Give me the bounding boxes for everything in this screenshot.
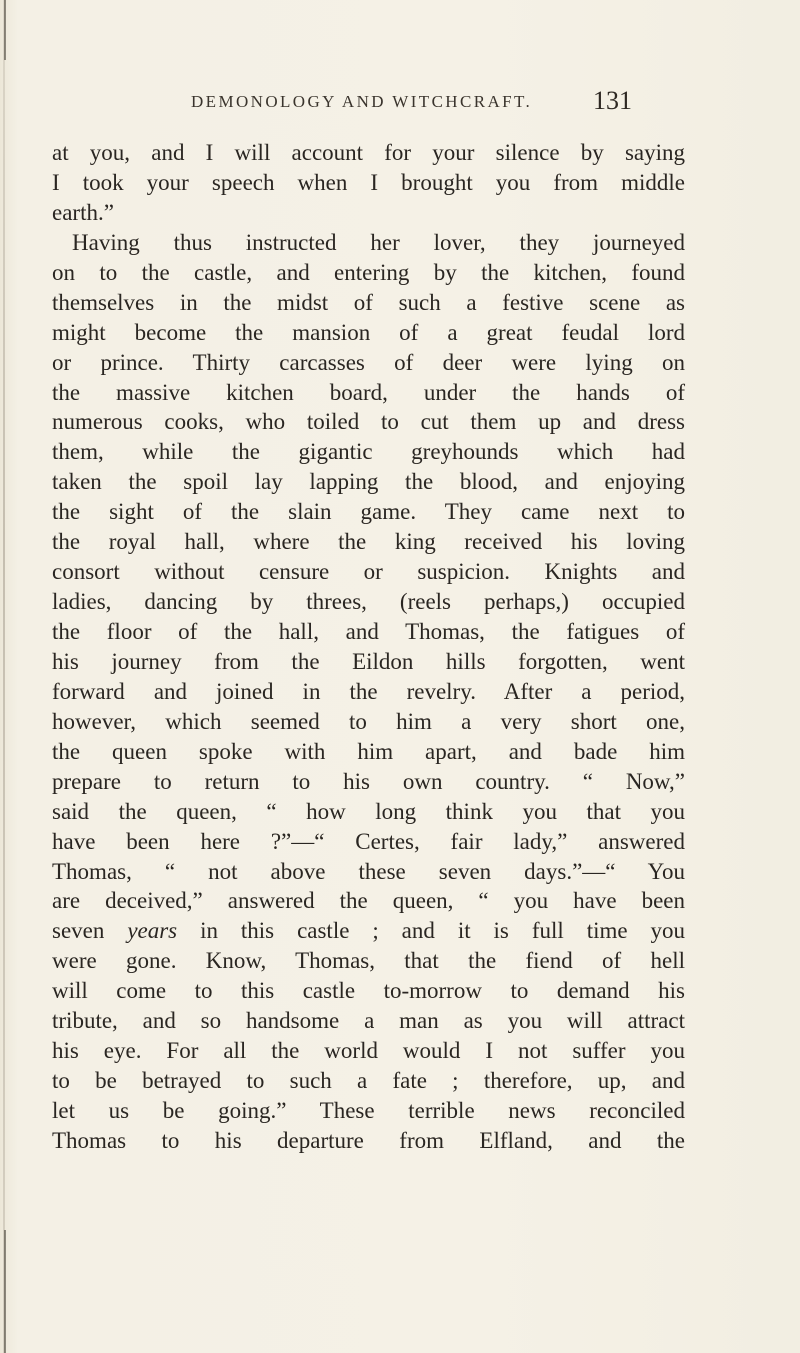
page-edge-mark [4, 0, 6, 60]
text-line: his journey from the Eildon hills forgotten, went [52, 648, 685, 674]
text-line: said the queen, “ how long think you that you [52, 798, 685, 824]
text-line: were gone. Know, Thomas, that the fiend of hell [52, 948, 685, 974]
text-line: Having thus instructed her lover, they journeyed [72, 229, 685, 255]
text-line: taken the spoil lay lapping the blood, and enjoying [52, 469, 685, 495]
text-line: to be betrayed to such a fate ; therefore, up, and [52, 1068, 685, 1094]
page-edge-shadow [3, 0, 5, 1353]
text-line: the floor of the hall, and Thomas, the fatigues of [52, 619, 685, 644]
text-line: on to the castle, and entering by the kitchen, found [52, 259, 685, 285]
emphasized-word: years [127, 918, 178, 944]
page-number: 131 [593, 86, 632, 115]
text-line: Thomas to his departure from Elfland, and the [52, 1127, 685, 1153]
text-line: have been here ?”—“ Certes, fair lady,” answered [52, 828, 685, 854]
text-line: let us be going.” These terrible news reconciled [52, 1098, 685, 1123]
text-line: prepare to return to his own country. “ Now,” [52, 768, 685, 794]
text-line: or prince. Thirty carcasses of deer were lying on [52, 349, 685, 375]
page-edge-mark [4, 1230, 6, 1353]
text-line: the royal hall, where the king received his loving [52, 529, 685, 555]
text-line: the massive kitchen board, under the hands of [52, 379, 685, 405]
text-line: seven years in this castle ; and it is full time you [52, 918, 686, 944]
text-line: will come to this castle to-morrow to demand his [52, 978, 685, 1004]
text-line: ladies, dancing by threes, (reels perhaps,) occupied [52, 589, 685, 615]
text-line: numerous cooks, who toiled to cut them up and dress [52, 409, 685, 435]
text-line: I took your speech when I brought you from middle [52, 169, 685, 195]
running-head: DEMONOLOGY AND WITCHCRAFT. [191, 92, 533, 111]
text-line: the queen spoke with him apart, and bade him [52, 738, 685, 764]
text-line: however, which seemed to him a very short one, [52, 708, 685, 734]
text-line: them, while the gigantic greyhounds which had [52, 439, 685, 465]
text-line: are deceived,” answered the queen, “ you have been [52, 888, 685, 914]
text-line: themselves in the midst of such a festive scene as [52, 289, 685, 315]
text-line: might become the mansion of a great feudal lord [52, 319, 685, 345]
text-line: his eye. For all the world would I not suffer you [52, 1038, 685, 1064]
text-line: the sight of the slain game. They came next to [52, 499, 685, 525]
text-line: Thomas, “ not above these seven days.”—“ You [52, 858, 685, 884]
body-text [52, 138, 685, 1156]
text-line: at you, and I will account for your silence by saying [52, 140, 685, 165]
text-line: tribute, and so handsome a man as you will attract [52, 1008, 685, 1034]
text-line: forward and joined in the revelry. After a period, [52, 678, 685, 704]
text-line: consort without censure or suspicion. Knights and [52, 559, 685, 585]
text-line: earth.” [52, 199, 114, 225]
